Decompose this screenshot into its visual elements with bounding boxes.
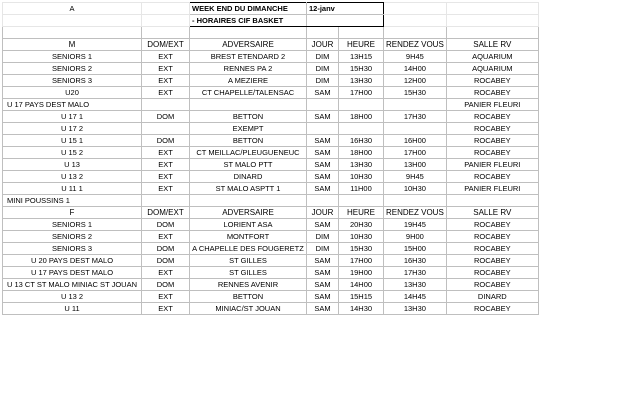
table-row <box>3 171 539 183</box>
table-cell[interactable]: 17H00 <box>339 87 384 99</box>
table-cell[interactable]: RENNES PA 2 <box>190 63 307 75</box>
table-row <box>3 279 539 291</box>
table-cell[interactable]: SAM <box>307 183 339 195</box>
table-cell[interactable]: SAM <box>307 159 339 171</box>
section-header-m <box>3 39 539 51</box>
table-cell[interactable]: EXT <box>142 159 190 171</box>
table-cell[interactable]: 13H00 <box>384 159 447 171</box>
table-cell[interactable]: DOM <box>142 111 190 123</box>
table-cell[interactable]: A CHAPELLE DES FOUGERETZ <box>190 243 307 255</box>
table-cell[interactable] <box>384 99 447 111</box>
table-row <box>3 195 539 207</box>
spreadsheet <box>2 2 539 315</box>
table-cell[interactable]: ROCABEY <box>446 75 538 87</box>
table-cell[interactable]: MINIAC/ST JOUAN <box>190 303 307 315</box>
table-cell[interactable]: A MEZIERE <box>190 75 307 87</box>
table-row <box>3 303 539 315</box>
table-cell[interactable]: ST GILLES <box>190 267 307 279</box>
table-cell[interactable]: DIM <box>307 51 339 63</box>
table-cell[interactable]: EXT <box>142 267 190 279</box>
table-cell[interactable]: 16H30 <box>339 135 384 147</box>
table-cell[interactable]: SENIORS 3 <box>3 243 142 255</box>
table-row <box>3 63 539 75</box>
table-cell[interactable]: U 15 2 <box>3 147 142 159</box>
table-cell[interactable] <box>446 195 538 207</box>
table-cell[interactable]: EXT <box>142 75 190 87</box>
table-cell[interactable]: DOM <box>142 279 190 291</box>
table-cell[interactable] <box>339 123 384 135</box>
table-cell[interactable]: RENNES AVENIR <box>190 279 307 291</box>
table-cell[interactable]: U 13 2 <box>3 291 142 303</box>
table-cell[interactable]: DOM <box>142 219 190 231</box>
table-cell[interactable]: U 13 2 <box>3 171 142 183</box>
table-cell[interactable]: 9H45 <box>384 171 447 183</box>
table-cell[interactable]: LORIENT ASA <box>190 219 307 231</box>
table-cell[interactable]: MINI POUSSINS 1 <box>3 195 142 207</box>
table-cell[interactable]: U 13 <box>3 159 142 171</box>
table-cell[interactable]: ST GILLES <box>190 255 307 267</box>
table-cell[interactable]: EXT <box>142 63 190 75</box>
column-header[interactable]: HEURE <box>339 207 384 219</box>
table-cell[interactable] <box>307 123 339 135</box>
table-cell[interactable]: ROCABEY <box>446 111 538 123</box>
table-cell[interactable]: SAM <box>307 255 339 267</box>
table-cell[interactable]: PANIER FLEURI <box>446 183 538 195</box>
table-row <box>3 255 539 267</box>
table-cell[interactable]: 11H00 <box>339 183 384 195</box>
title-row-2 <box>3 15 539 27</box>
table-cell[interactable]: AQUARIUM <box>446 63 538 75</box>
table-cell[interactable]: 19H45 <box>384 219 447 231</box>
cell-a[interactable]: A <box>3 3 142 15</box>
table-cell[interactable]: 10H30 <box>339 231 384 243</box>
table-cell[interactable]: 15H30 <box>384 87 447 99</box>
table-row <box>3 75 539 87</box>
table-cell[interactable]: MONTFORT <box>190 231 307 243</box>
table-cell[interactable]: SAM <box>307 219 339 231</box>
table-cell[interactable]: U 17 PAYS DEST MALO <box>3 267 142 279</box>
table-cell[interactable] <box>384 123 447 135</box>
table-cell[interactable]: 13H15 <box>339 51 384 63</box>
column-header[interactable]: SALLE RV <box>446 207 538 219</box>
table-row <box>3 243 539 255</box>
table-cell[interactable] <box>339 195 384 207</box>
table-cell[interactable]: BETTON <box>190 111 307 123</box>
table-cell[interactable]: ROCABEY <box>446 255 538 267</box>
table-cell[interactable]: EXT <box>142 231 190 243</box>
table-cell[interactable]: 9H00 <box>384 231 447 243</box>
table-cell[interactable]: EXT <box>142 183 190 195</box>
table-cell[interactable]: BETTON <box>190 291 307 303</box>
table-cell[interactable]: 13H30 <box>384 279 447 291</box>
table-cell[interactable]: CT MEILLAC/PLEUGUENEUC <box>190 147 307 159</box>
table-cell[interactable]: SAM <box>307 279 339 291</box>
table-cell[interactable] <box>142 99 190 111</box>
table-cell[interactable]: 15H00 <box>384 243 447 255</box>
column-header[interactable]: ADVERSAIRE <box>190 207 307 219</box>
table-cell[interactable]: 17H30 <box>384 111 447 123</box>
table-cell[interactable]: DIM <box>307 243 339 255</box>
table-cell[interactable]: SENIORS 2 <box>3 231 142 243</box>
table-cell[interactable]: ROCABEY <box>446 147 538 159</box>
title-row-1 <box>3 3 539 15</box>
table-cell[interactable]: U20 <box>3 87 142 99</box>
table-cell[interactable] <box>307 99 339 111</box>
table-cell[interactable]: ROCABEY <box>446 87 538 99</box>
table-cell[interactable]: SAM <box>307 135 339 147</box>
table-cell[interactable]: DOM <box>142 243 190 255</box>
table-cell[interactable]: 16H00 <box>384 135 447 147</box>
table-cell[interactable]: ROCABEY <box>446 267 538 279</box>
table-cell[interactable]: 16H30 <box>384 255 447 267</box>
column-header[interactable]: JOUR <box>307 207 339 219</box>
table-cell[interactable]: 13H30 <box>384 303 447 315</box>
table-cell[interactable] <box>384 195 447 207</box>
table-cell[interactable]: SENIORS 1 <box>3 219 142 231</box>
table-cell[interactable]: U 13 CT ST MALO MINIAC ST JOUAN <box>3 279 142 291</box>
table-cell[interactable]: PANIER FLEURI <box>446 159 538 171</box>
table-cell[interactable]: BREST ETENDARD 2 <box>190 51 307 63</box>
table-cell[interactable]: EXT <box>142 147 190 159</box>
table-cell[interactable]: SAM <box>307 147 339 159</box>
table-cell[interactable]: 17H30 <box>384 267 447 279</box>
table-cell[interactable]: 12H00 <box>384 75 447 87</box>
section-label[interactable]: F <box>3 207 142 219</box>
column-header[interactable]: SALLE RV <box>446 39 538 51</box>
table-cell[interactable]: 19H00 <box>339 267 384 279</box>
table-cell[interactable]: PANIER FLEURI <box>446 99 538 111</box>
table-cell[interactable]: U 20 PAYS DEST MALO <box>3 255 142 267</box>
table-cell[interactable] <box>190 99 307 111</box>
table-row <box>3 111 539 123</box>
table-cell[interactable]: ST MALO PTT <box>190 159 307 171</box>
table-row <box>3 51 539 63</box>
table-cell[interactable] <box>142 195 190 207</box>
table-cell[interactable]: EXT <box>142 51 190 63</box>
table-cell[interactable]: BETTON <box>190 135 307 147</box>
table-cell[interactable]: ROCABEY <box>446 171 538 183</box>
section-label[interactable]: M <box>3 39 142 51</box>
table-cell[interactable]: 20H30 <box>339 219 384 231</box>
table-cell[interactable]: SENIORS 3 <box>3 75 142 87</box>
table-cell[interactable]: EXT <box>142 303 190 315</box>
table-row <box>3 231 539 243</box>
table-cell[interactable]: U 11 1 <box>3 183 142 195</box>
table-cell[interactable]: EXT <box>142 291 190 303</box>
column-header[interactable]: ADVERSAIRE <box>190 39 307 51</box>
table-cell[interactable]: DINARD <box>190 171 307 183</box>
table-row <box>3 87 539 99</box>
table-row <box>3 219 539 231</box>
table-cell[interactable]: DIM <box>307 231 339 243</box>
column-header[interactable]: JOUR <box>307 39 339 51</box>
table-cell[interactable]: ROCABEY <box>446 123 538 135</box>
table-cell[interactable]: U 17 PAYS DEST MALO <box>3 99 142 111</box>
section-header-f <box>3 207 539 219</box>
table-cell[interactable] <box>307 195 339 207</box>
table-cell[interactable]: SAM <box>307 171 339 183</box>
table-cell[interactable]: ROCABEY <box>446 303 538 315</box>
table-cell[interactable]: 17H00 <box>384 147 447 159</box>
table-cell[interactable]: 9H45 <box>384 51 447 63</box>
table-cell[interactable]: 14H00 <box>384 63 447 75</box>
table-cell[interactable]: ROCABEY <box>446 135 538 147</box>
table-cell[interactable]: DIM <box>307 63 339 75</box>
table-cell[interactable]: SAM <box>307 111 339 123</box>
table-row <box>3 267 539 279</box>
table-cell[interactable]: AQUARIUM <box>446 51 538 63</box>
spacer-row <box>3 27 539 39</box>
table-cell[interactable]: SAM <box>307 87 339 99</box>
table-cell[interactable]: U 17 2 <box>3 123 142 135</box>
table-cell[interactable]: 15H30 <box>339 63 384 75</box>
column-header[interactable]: RENDEZ VOUS <box>384 39 447 51</box>
table-cell[interactable]: 15H30 <box>339 243 384 255</box>
title-date[interactable]: 12-janv <box>307 3 384 15</box>
table-cell[interactable]: 15H15 <box>339 291 384 303</box>
table-row <box>3 147 539 159</box>
table-cell[interactable]: SAM <box>307 267 339 279</box>
table-cell[interactable]: U 17 1 <box>3 111 142 123</box>
table-cell[interactable]: 13H30 <box>339 159 384 171</box>
table-cell[interactable]: ST MALO ASPTT 1 <box>190 183 307 195</box>
table-cell[interactable]: SENIORS 1 <box>3 51 142 63</box>
column-header[interactable]: HEURE <box>339 39 384 51</box>
table-cell[interactable]: DOM <box>142 135 190 147</box>
table-cell[interactable] <box>142 123 190 135</box>
table-cell[interactable]: ROCABEY <box>446 243 538 255</box>
table-cell[interactable]: CT CHAPELLE/TALENSAC <box>190 87 307 99</box>
table-cell[interactable]: ROCABEY <box>446 279 538 291</box>
table-cell[interactable]: 17H00 <box>339 255 384 267</box>
table-cell[interactable]: U 15 1 <box>3 135 142 147</box>
table-cell[interactable]: SENIORS 2 <box>3 63 142 75</box>
table-row <box>3 99 539 111</box>
table-row <box>3 291 539 303</box>
title-line1[interactable]: WEEK END DU DIMANCHE <box>190 3 307 15</box>
column-header[interactable]: DOM/EXT <box>142 39 190 51</box>
table-cell[interactable]: EXT <box>142 171 190 183</box>
table-cell[interactable]: ROCABEY <box>446 231 538 243</box>
table-cell[interactable]: SAM <box>307 303 339 315</box>
column-header[interactable]: RENDEZ VOUS <box>384 207 447 219</box>
table-cell[interactable]: U 11 <box>3 303 142 315</box>
table-cell[interactable]: 13H30 <box>339 75 384 87</box>
table-cell[interactable] <box>190 195 307 207</box>
table-cell[interactable]: 14H45 <box>384 291 447 303</box>
table-row <box>3 183 539 195</box>
table-row <box>3 135 539 147</box>
table-cell[interactable]: DIM <box>307 75 339 87</box>
table-cell[interactable]: 14H30 <box>339 303 384 315</box>
column-header[interactable]: DOM/EXT <box>142 207 190 219</box>
table-cell[interactable]: EXT <box>142 87 190 99</box>
table-cell[interactable]: EXEMPT <box>190 123 307 135</box>
table-cell[interactable]: DINARD <box>446 291 538 303</box>
table-row <box>3 123 539 135</box>
table-cell[interactable]: 10H30 <box>339 171 384 183</box>
table-cell[interactable]: SAM <box>307 291 339 303</box>
table-row <box>3 159 539 171</box>
table-cell[interactable] <box>339 99 384 111</box>
table-cell[interactable]: 14H00 <box>339 279 384 291</box>
title-line2[interactable]: - HORAIRES CIF BASKET <box>190 15 307 27</box>
schedule-table <box>2 2 539 315</box>
table-cell[interactable]: ROCABEY <box>446 219 538 231</box>
table-cell[interactable]: 18H00 <box>339 147 384 159</box>
table-cell[interactable]: DOM <box>142 255 190 267</box>
table-cell[interactable]: 18H00 <box>339 111 384 123</box>
table-cell[interactable]: 10H30 <box>384 183 447 195</box>
